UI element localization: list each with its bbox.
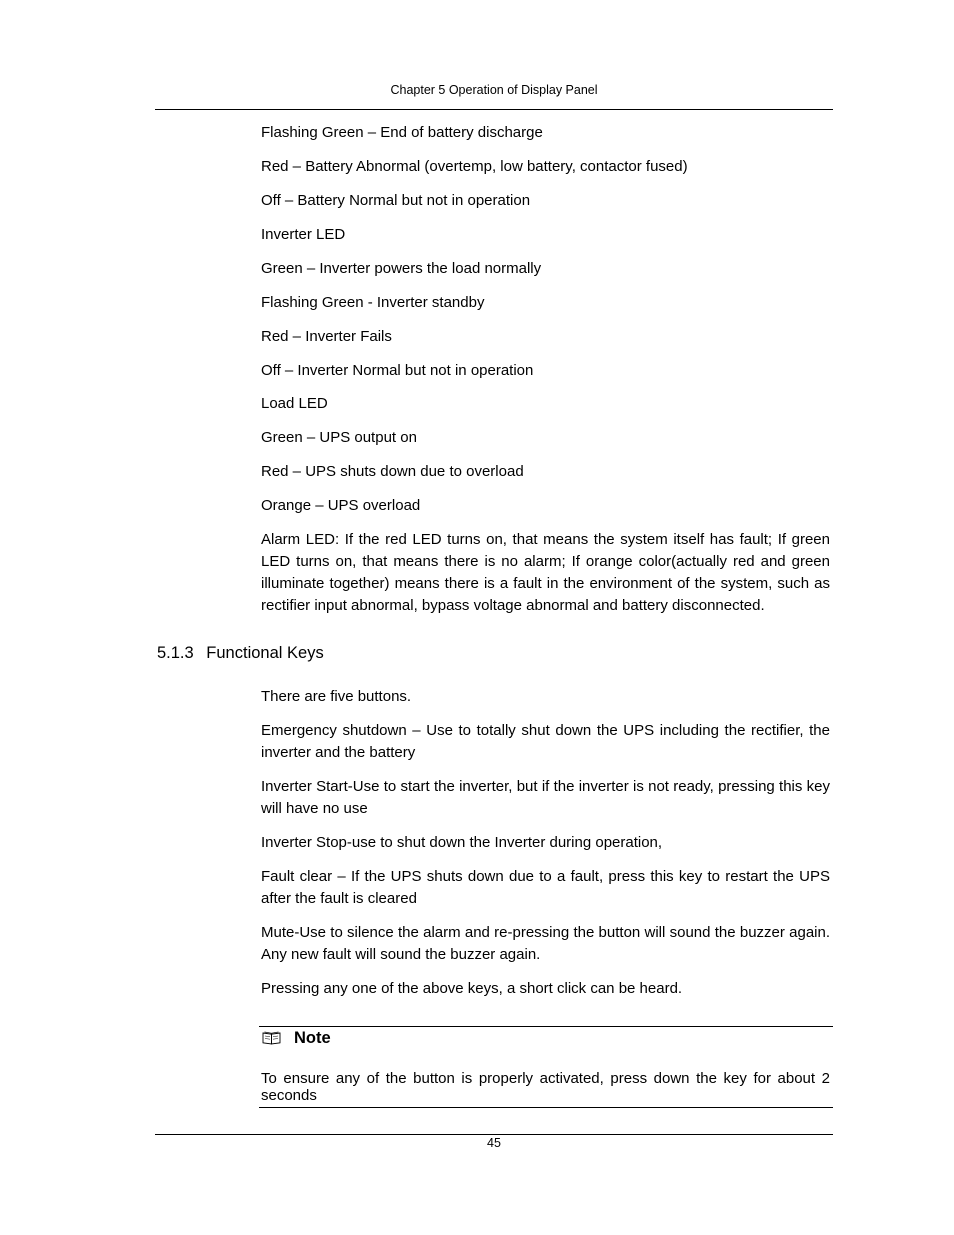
key-mute: Mute-Use to silence the alarm and re-pressing the button will sound the buzzer again. Any new fault will sound the buzzer again. (261, 924, 830, 963)
load-led-orange: Orange – UPS overload (261, 497, 421, 514)
battery-led-red: Red – Battery Abnormal (overtemp, low battery, contactor fused) (261, 158, 688, 175)
page-header: Chapter 5 Operation of Display Panel (390, 83, 598, 97)
battery-led-flashing-green: Flashing Green – End of battery discharge (261, 124, 543, 141)
note-heading (262, 1027, 331, 1049)
note-bottom-rule (259, 1107, 833, 1108)
inverter-led-title: Inverter LED (261, 226, 346, 243)
functional-keys-intro: There are five buttons. (261, 688, 412, 705)
note-top-rule (259, 1026, 833, 1027)
battery-led-off: Off – Battery Normal but not in operation (261, 192, 531, 209)
section-title: Functional Keys (206, 644, 324, 662)
alarm-led-description: Alarm LED: If the red LED turns on, that means the system itself has fault; If green LED turns on, that means there is no alarm; If orange color(actually red and green illuminate together) means there is a fault in the environment of the system, such as rectifier input abnormal, bypass voltage abnormal and battery disconnected. (261, 531, 830, 614)
key-emergency-shutdown: Emergency shutdown – Use to totally shut down the UPS including the rectifier, the inverter and the battery (261, 722, 830, 761)
key-inverter-stop: Inverter Stop-use to shut down the Inverter during operation, (261, 834, 663, 851)
header-rule (155, 109, 833, 110)
inverter-led-off: Off – Inverter Normal but not in operation (261, 362, 534, 379)
load-led-title: Load LED (261, 395, 328, 412)
inverter-led-red: Red – Inverter Fails (261, 328, 392, 345)
note-text: To ensure any of the button is properly activated, press down the key for about 2 seconds (261, 1070, 830, 1104)
load-led-red: Red – UPS shuts down due to overload (261, 463, 524, 480)
book-icon (262, 1031, 281, 1045)
inverter-led-green: Green – Inverter powers the load normally (261, 260, 542, 277)
keys-click-note: Pressing any one of the above keys, a short click can be heard. (261, 980, 683, 997)
note-title: Note (294, 1028, 331, 1047)
page-number: 45 (487, 1136, 501, 1150)
key-inverter-start: Inverter Start-Use to start the inverter, but if the inverter is not ready, pressing this key will have no use (261, 778, 830, 817)
load-led-green: Green – UPS output on (261, 429, 417, 446)
footer-rule (155, 1134, 833, 1135)
section-heading (157, 642, 324, 664)
inverter-led-flashing-green: Flashing Green - Inverter standby (261, 294, 485, 311)
key-fault-clear: Fault clear – If the UPS shuts down due to a fault, press this key to restart the UPS after the fault is cleared (261, 868, 830, 907)
section-number: 5.1.3 (157, 644, 194, 662)
